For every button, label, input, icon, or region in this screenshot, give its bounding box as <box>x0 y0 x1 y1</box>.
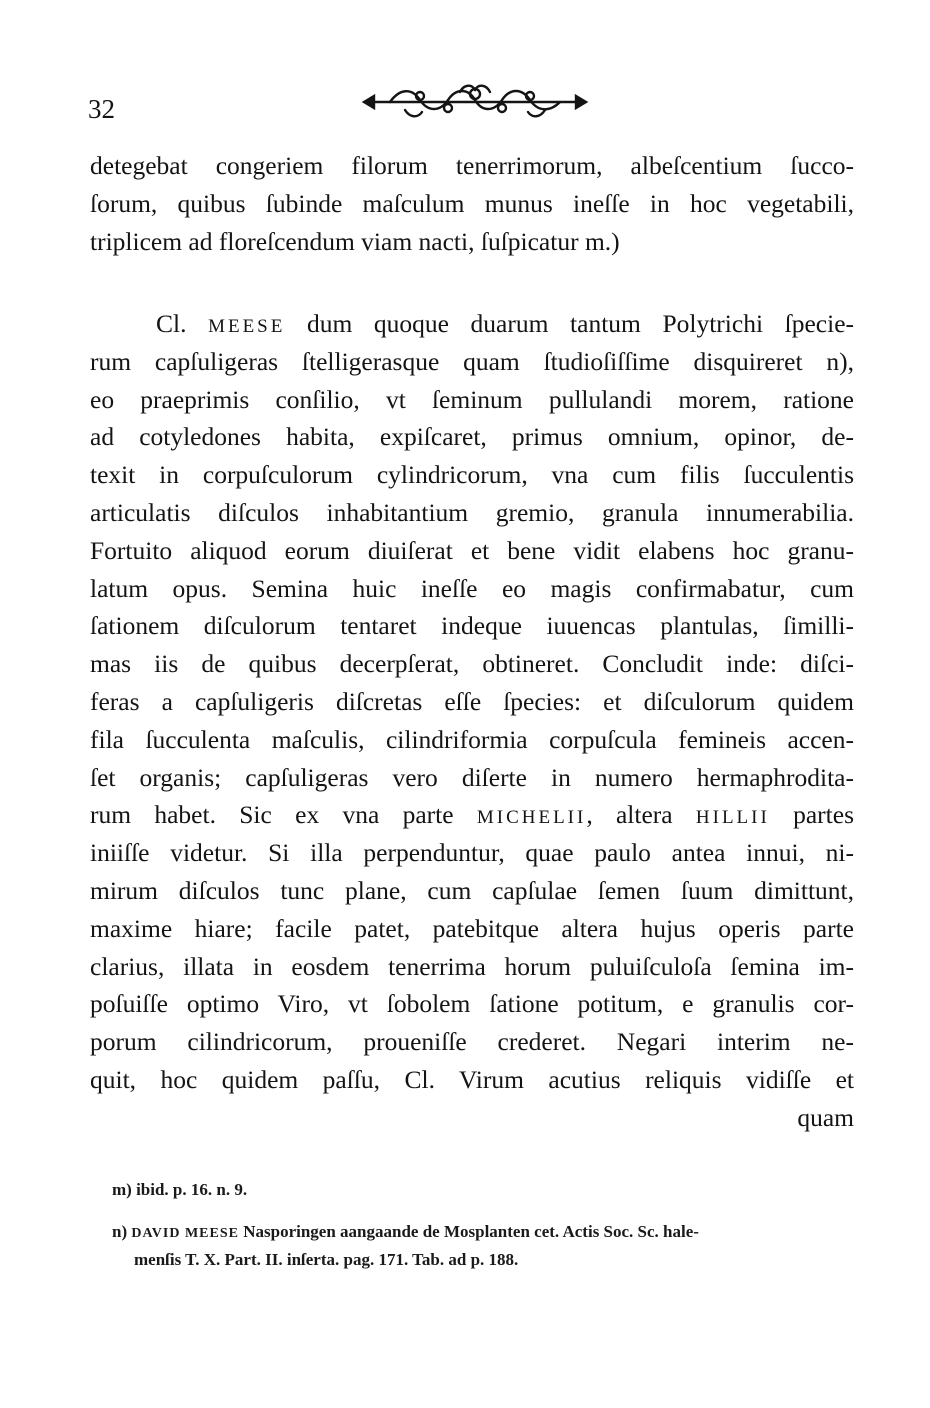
text-segment: , altera <box>586 800 696 830</box>
text-segment: partes <box>769 800 855 830</box>
text-line: mas iis de quibus decerpſerat, obtineret. Concludit inde: diſci- <box>90 649 854 679</box>
text-line <box>90 305 854 343</box>
text-line: maxime hiare; facile patet, patebitque altera hujus operis parte <box>90 913 854 943</box>
paragraph-2 <box>90 305 854 1137</box>
text-line: ad cotyledones habita, expiſcaret, primus omnium, opinor, de- <box>90 422 854 452</box>
text-line: ſorum, quibus ſubinde maſculum munus ineſſe in hoc vegetabili, <box>90 188 854 218</box>
text-line: latum opus. Semina huic ineſſe eo magis confirmabatur, cum <box>90 573 854 603</box>
text-line: texit in corpuſculorum cylindricorum, vna cum filis ſucculentis <box>90 460 854 490</box>
footnote-text: m) ibid. p. 16. n. 9. <box>112 1180 248 1199</box>
footnote-m <box>112 1176 862 1204</box>
text-line: mirum diſculos tunc plane, cum capſulae ſemen ſuum dimittunt, <box>90 875 854 905</box>
text-line: articulatis diſculos inhabitantium gremio, granula innumerabilia. <box>90 497 854 527</box>
paragraph-1 <box>90 147 854 260</box>
footnote-label: n) <box>112 1222 132 1241</box>
footnote-text: menſis T. X. Part. II. inſerta. pag. 171. Tab. ad p. 188. <box>134 1250 519 1269</box>
footnote-text <box>112 1218 862 1246</box>
text-line: ſationem diſculorum tentaret indeque iuuencas plantulas, ſimilli- <box>90 611 854 641</box>
text-line: feras a capſuligeris diſcretas eſſe ſpecies: et diſculorum quidem <box>90 686 854 716</box>
footnote-n <box>112 1218 862 1274</box>
text-line: porum cilindricorum, proueniſſe crederet. Negari interim ne- <box>90 1027 854 1057</box>
text-line <box>90 796 854 834</box>
catchword: quam <box>797 1102 854 1132</box>
text-line: ſet organis; capſuligeras vero diſerte in numero hermaphrodita- <box>90 762 854 792</box>
text-segment: rum habet. Sic ex vna parte <box>90 800 477 830</box>
text-line: quit, hoc quidem paſſu, Cl. Virum acutius reliquis vidiſſe et <box>90 1064 854 1094</box>
footnote-author-name: DAVID MEESE <box>131 1226 239 1241</box>
author-abbrev: Cl. <box>156 309 209 338</box>
text-line: detegebat congeriem filorum tenerrimorum, albeſcentium ſucco- <box>90 151 854 180</box>
page-number: 32 <box>88 94 115 124</box>
text-line: eo praeprimis conſilio, vt ſeminum pullulandi morem, ratione <box>90 384 854 414</box>
text-line: iniiſſe videtur. Si illa perpenduntur, quae paulo antea innui, ni- <box>90 838 854 868</box>
footnote-segment: Nasporingen aangaande de Mosplanten cet. Actis Soc. Sc. hale- <box>238 1222 699 1241</box>
author-name-hillii: HILLII <box>695 807 770 829</box>
author-name-meese: MEESE <box>208 316 286 337</box>
vine-ornament-icon <box>360 82 590 122</box>
text-segment: dum quoque duarum tantum Polytrichi ſpecie- <box>285 309 855 338</box>
text-line: poſuiſſe optimo Viro, vt ſobolem ſatione potitum, e granulis cor- <box>90 989 854 1019</box>
author-name-michelii: MICHELII <box>476 807 587 829</box>
text-line: clarius, illata in eosdem tenerrima horum puluiſculoſa ſemina im- <box>90 951 854 981</box>
text-line: Fortuito aliquod eorum diuiſerat et bene vidit elabens hoc granu- <box>90 535 854 565</box>
text-line: triplicem ad floreſcendum viam nacti, ſuſpicatur m.) <box>90 226 620 256</box>
text-line: fila ſucculenta maſculis, cilindriformia corpuſcula femineis accen- <box>90 724 854 754</box>
text-line: rum capſuligeras ſtelligerasque quam ſtudioſiſſime disquireret n), <box>90 346 854 376</box>
